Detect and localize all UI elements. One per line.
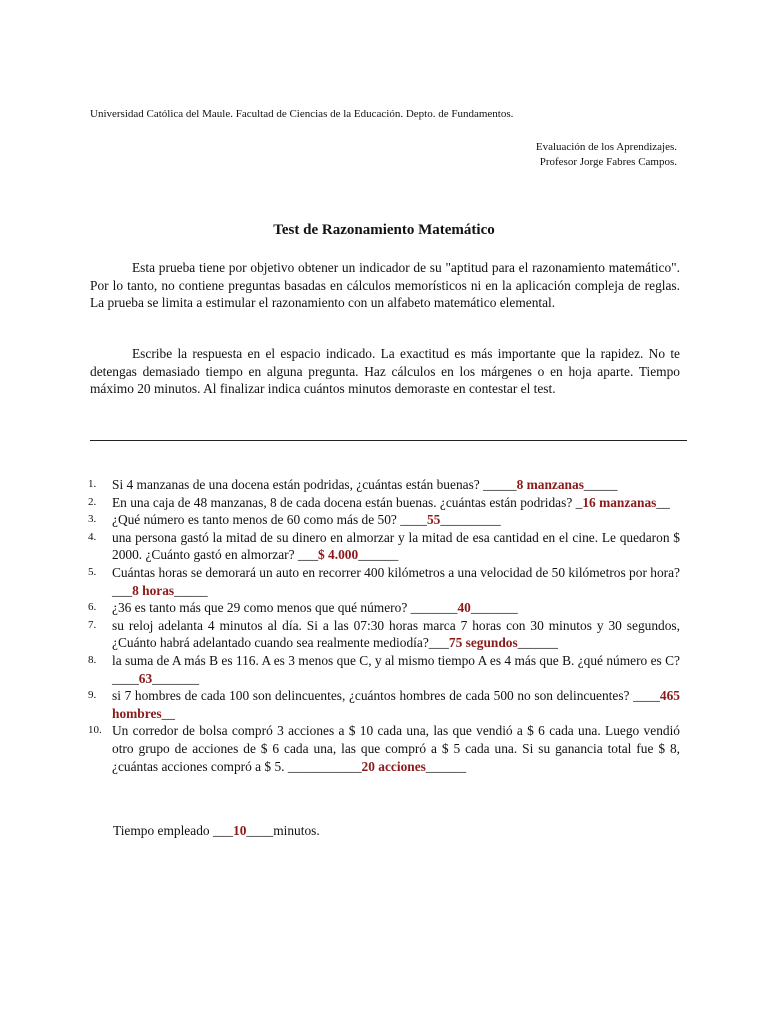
- question-number: 1.: [88, 478, 97, 490]
- answer-blank-pre: ___: [428, 635, 449, 651]
- question-text: una persona gastó la mitad de su dinero en almorzar y la mitad de esa cantidad en el cine. Le quedaron $ 2000. ¿Cuánto gastó en almorzar?: [112, 529, 680, 563]
- question-item: [90, 564, 680, 599]
- evaluation-line: Evaluación de los Aprendizajes.: [535, 141, 677, 153]
- question-text: Cuántas horas se demorará un auto en recorrer 400 kilómetros a una velocidad de 50 kilómetros por hora?: [112, 564, 680, 580]
- answer-blank-post: ______: [517, 635, 558, 651]
- question-item: [90, 529, 680, 564]
- answer-blank-pre: ____: [400, 512, 427, 528]
- question-text: su reloj adelanta 4 minutos al día. Si a las 07:30 horas marca 7 horas con 30 minutos y 30 segundos, ¿Cuánto habrá adelantado cuando sea realmente mediodía?: [112, 617, 680, 651]
- time-blank-post: ____: [246, 823, 274, 838]
- divider-line: [90, 440, 687, 441]
- answer-blank-post: ______: [425, 758, 467, 774]
- answer-value: 465 hombres: [112, 688, 680, 721]
- answer-blank-post: __: [656, 494, 670, 510]
- page-title: Test de Razonamiento Matemático: [273, 222, 495, 238]
- question-number: 4.: [88, 530, 97, 543]
- question-number: 2.: [88, 495, 97, 508]
- question-number: 6.: [88, 601, 97, 614]
- question-text: En una caja de 48 manzanas, 8 de cada docena están buenas. ¿cuántas están podridas?: [112, 494, 576, 510]
- question-item: [90, 599, 680, 617]
- answer-value: 8 horas: [132, 582, 175, 598]
- answer-value: 20 acciones: [361, 758, 426, 774]
- question-text: ¿Qué número es tanto menos de 60 como más de 50?: [112, 512, 401, 528]
- question-number: 10.: [88, 724, 102, 737]
- question-text: la suma de A más B es 116. A es 3 menos que C, y al mismo tiempo A es 4 más que B. ¿qué número es C?: [112, 652, 680, 668]
- time-suffix: minutos.: [273, 823, 320, 838]
- institution-header: Universidad Católica del Maule. Facultad de Ciencias de la Educación. Depto. de Fundamentos.: [90, 108, 514, 120]
- answer-blank-pre: ___: [297, 547, 319, 563]
- time-label: Tiempo empleado: [113, 823, 213, 838]
- question-item: [90, 652, 680, 687]
- question-item: [90, 722, 680, 775]
- answer-blank-post: _______: [470, 600, 518, 616]
- question-text: si 7 hombres de cada 100 son delincuentes, ¿cuántos hombres de cada 500 no son delincuentes?: [112, 688, 634, 704]
- professor-line: Profesor Jorge Fabres Campos.: [539, 156, 677, 168]
- answer-value: 63: [138, 670, 153, 686]
- answer-value: 8 manzanas: [516, 477, 584, 492]
- answer-blank-pre: ____: [112, 670, 139, 686]
- answer-blank-post: _________: [440, 512, 501, 528]
- answer-value: 16 manzanas: [582, 494, 657, 510]
- answer-blank-pre: _: [575, 494, 583, 510]
- question-number: 8.: [88, 653, 97, 666]
- question-item: [90, 687, 680, 722]
- question-text: Si 4 manzanas de una docena están podridas, ¿cuántas están buenas?: [112, 477, 484, 492]
- answer-blank-pre: _____: [483, 477, 517, 492]
- answer-blank-pre: ____: [633, 688, 660, 704]
- answer-blank-post: _______: [152, 670, 200, 686]
- intro-paragraph-1: Esta prueba tiene por objetivo obtener un indicador de su "aptitud para el razonamiento matemático". Por lo tanto, no contiene preguntas basadas en cálculos memorísticos ni en la aplicación compleja de reglas. La prueba se limita a estimular el razonamiento con un alfabeto matemático elemental.: [90, 260, 680, 310]
- question-item: [90, 617, 680, 652]
- answer-blank-pre: ___: [112, 582, 133, 598]
- time-used-line: [113, 823, 320, 839]
- question-number: 5.: [88, 565, 97, 578]
- answer-blank-post: __: [161, 705, 175, 721]
- time-blank-pre: ___: [212, 823, 234, 838]
- answer-blank-post: _____: [583, 477, 618, 492]
- answer-value: 40: [457, 600, 471, 616]
- question-number: 3.: [88, 513, 97, 526]
- question-item: [90, 476, 680, 494]
- answer-value: 55: [426, 512, 441, 528]
- question-number: 7.: [88, 618, 97, 631]
- answer-blank-post: _____: [174, 582, 208, 598]
- question-text: ¿36 es tanto más que 29 como menos que qué número?: [112, 600, 411, 616]
- time-answer: 10: [233, 823, 247, 838]
- question-number: 9.: [88, 689, 97, 702]
- question-item: [90, 511, 680, 529]
- question-item: [90, 494, 680, 512]
- answer-blank-pre: _______: [410, 600, 458, 616]
- intro-paragraph-2: Escribe la respuesta en el espacio indicado. La exactitud es más importante que la rapidez. No te detengas demasiado tiempo en alguna pregunta. Haz cálculos en los márgenes o en hoja aparte. Tiempo máximo 20 minutos. Al finalizar indica cuántos minutos demoraste en contestar el test.: [90, 346, 680, 396]
- answer-value: 75 segundos: [448, 635, 518, 651]
- answer-blank-post: ______: [358, 547, 399, 563]
- question-list: [90, 476, 680, 775]
- course-header: [536, 140, 677, 170]
- answer-value: $ 4.000: [318, 547, 359, 563]
- answer-blank-pre: ___________: [287, 758, 362, 774]
- question-text: Un corredor de bolsa compró 3 acciones a $ 10 cada una, las que vendió a $ 6 cada una. Luego vendió otro grupo de acciones de $ 6 cada una, las que compró a $ 5 cada una. Si su ganancia total fue $ 8, ¿cuántas acciones compró a $ 5.: [112, 723, 680, 774]
